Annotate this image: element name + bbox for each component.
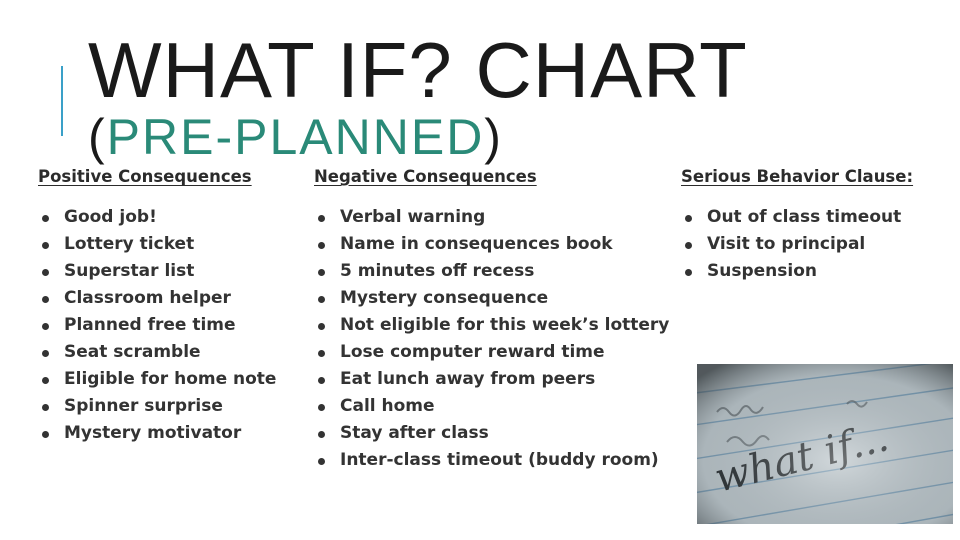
bullet-icon [42,296,49,303]
list-item [314,420,664,447]
list-item-text: Spinner surprise [64,396,223,416]
list-item [314,204,664,231]
list-item-text: Stay after class [340,423,489,443]
list-item [38,420,300,447]
list-item-text: Mystery motivator [64,423,242,443]
list-item-text: Mystery consequence [340,288,549,308]
list-item-text: Visit to principal [707,234,866,254]
column-heading: Positive Consequences [38,167,252,186]
list-item-text: Good job! [64,207,157,227]
negative-consequences-column [314,166,670,474]
column-heading: Negative Consequences [314,167,537,186]
notebook-paper-illustration [697,364,953,524]
bullet-icon [685,242,692,249]
slide-title: WHAT IF? CHART [88,26,748,114]
bullet-icon [42,377,49,384]
bullet-icon [318,215,325,222]
list-item-text: Eligible for home note [64,369,277,389]
list-item-text: Not eligible for this week’s lottery [340,315,670,335]
list-item [314,393,664,420]
serious-behavior-column [681,166,941,285]
list-item-text: Seat scramble [64,342,201,362]
list-item [38,339,300,366]
bullet-icon [318,269,325,276]
bullet-icon [42,269,49,276]
list-item [681,204,941,231]
positive-consequences-column [38,166,300,447]
bullet-icon [318,377,325,384]
bullet-icon [318,458,325,465]
list-item-text: Superstar list [64,261,195,281]
list-item [38,204,300,231]
list-item-text: Planned free time [64,315,236,335]
title-accent-bar [61,66,63,136]
list-item [314,447,664,474]
subtitle-open-paren: ( [88,109,107,165]
list-item-text: Classroom helper [64,288,231,308]
list-item [38,393,300,420]
list-item [681,258,941,285]
list-item-text: Lottery ticket [64,234,195,254]
list-item-text: Lose computer reward time [340,342,605,362]
bullet-icon [42,350,49,357]
subtitle-close-paren: ) [484,109,503,165]
consequence-list [314,204,670,474]
list-item [314,339,664,366]
list-item [38,312,300,339]
list-item-text: 5 minutes off recess [340,261,535,281]
list-item [314,258,664,285]
list-item-text: Verbal warning [340,207,486,227]
bullet-icon [318,404,325,411]
bullet-icon [318,296,325,303]
list-item [38,366,300,393]
consequence-list [681,204,941,285]
bullet-icon [42,215,49,222]
list-item [314,285,664,312]
bullet-icon [42,242,49,249]
list-item-text: Name in consequences book [340,234,613,254]
list-item-text: Call home [340,396,435,416]
bullet-icon [42,404,49,411]
list-item [314,312,670,339]
what-if-handwriting-photo [697,364,953,524]
list-item-text: Out of class timeout [707,207,902,227]
bullet-icon [685,215,692,222]
list-item [38,285,300,312]
bullet-icon [318,350,325,357]
list-item-text: Inter-class timeout (buddy room) [340,450,659,470]
slide-subtitle [88,110,503,164]
list-item [681,231,941,258]
list-item [314,366,664,393]
bullet-icon [318,323,325,330]
bullet-icon [318,242,325,249]
list-item-text: Eat lunch away from peers [340,369,596,389]
consequence-list [38,204,300,447]
column-heading: Serious Behavior Clause: [681,167,914,186]
bullet-icon [42,431,49,438]
bullet-icon [685,269,692,276]
list-item [38,258,300,285]
bullet-icon [318,431,325,438]
list-item [314,231,664,258]
subtitle-text: PRE-PLANNED [106,109,485,165]
list-item [38,231,300,258]
list-item-text: Suspension [707,261,817,281]
bullet-icon [42,323,49,330]
